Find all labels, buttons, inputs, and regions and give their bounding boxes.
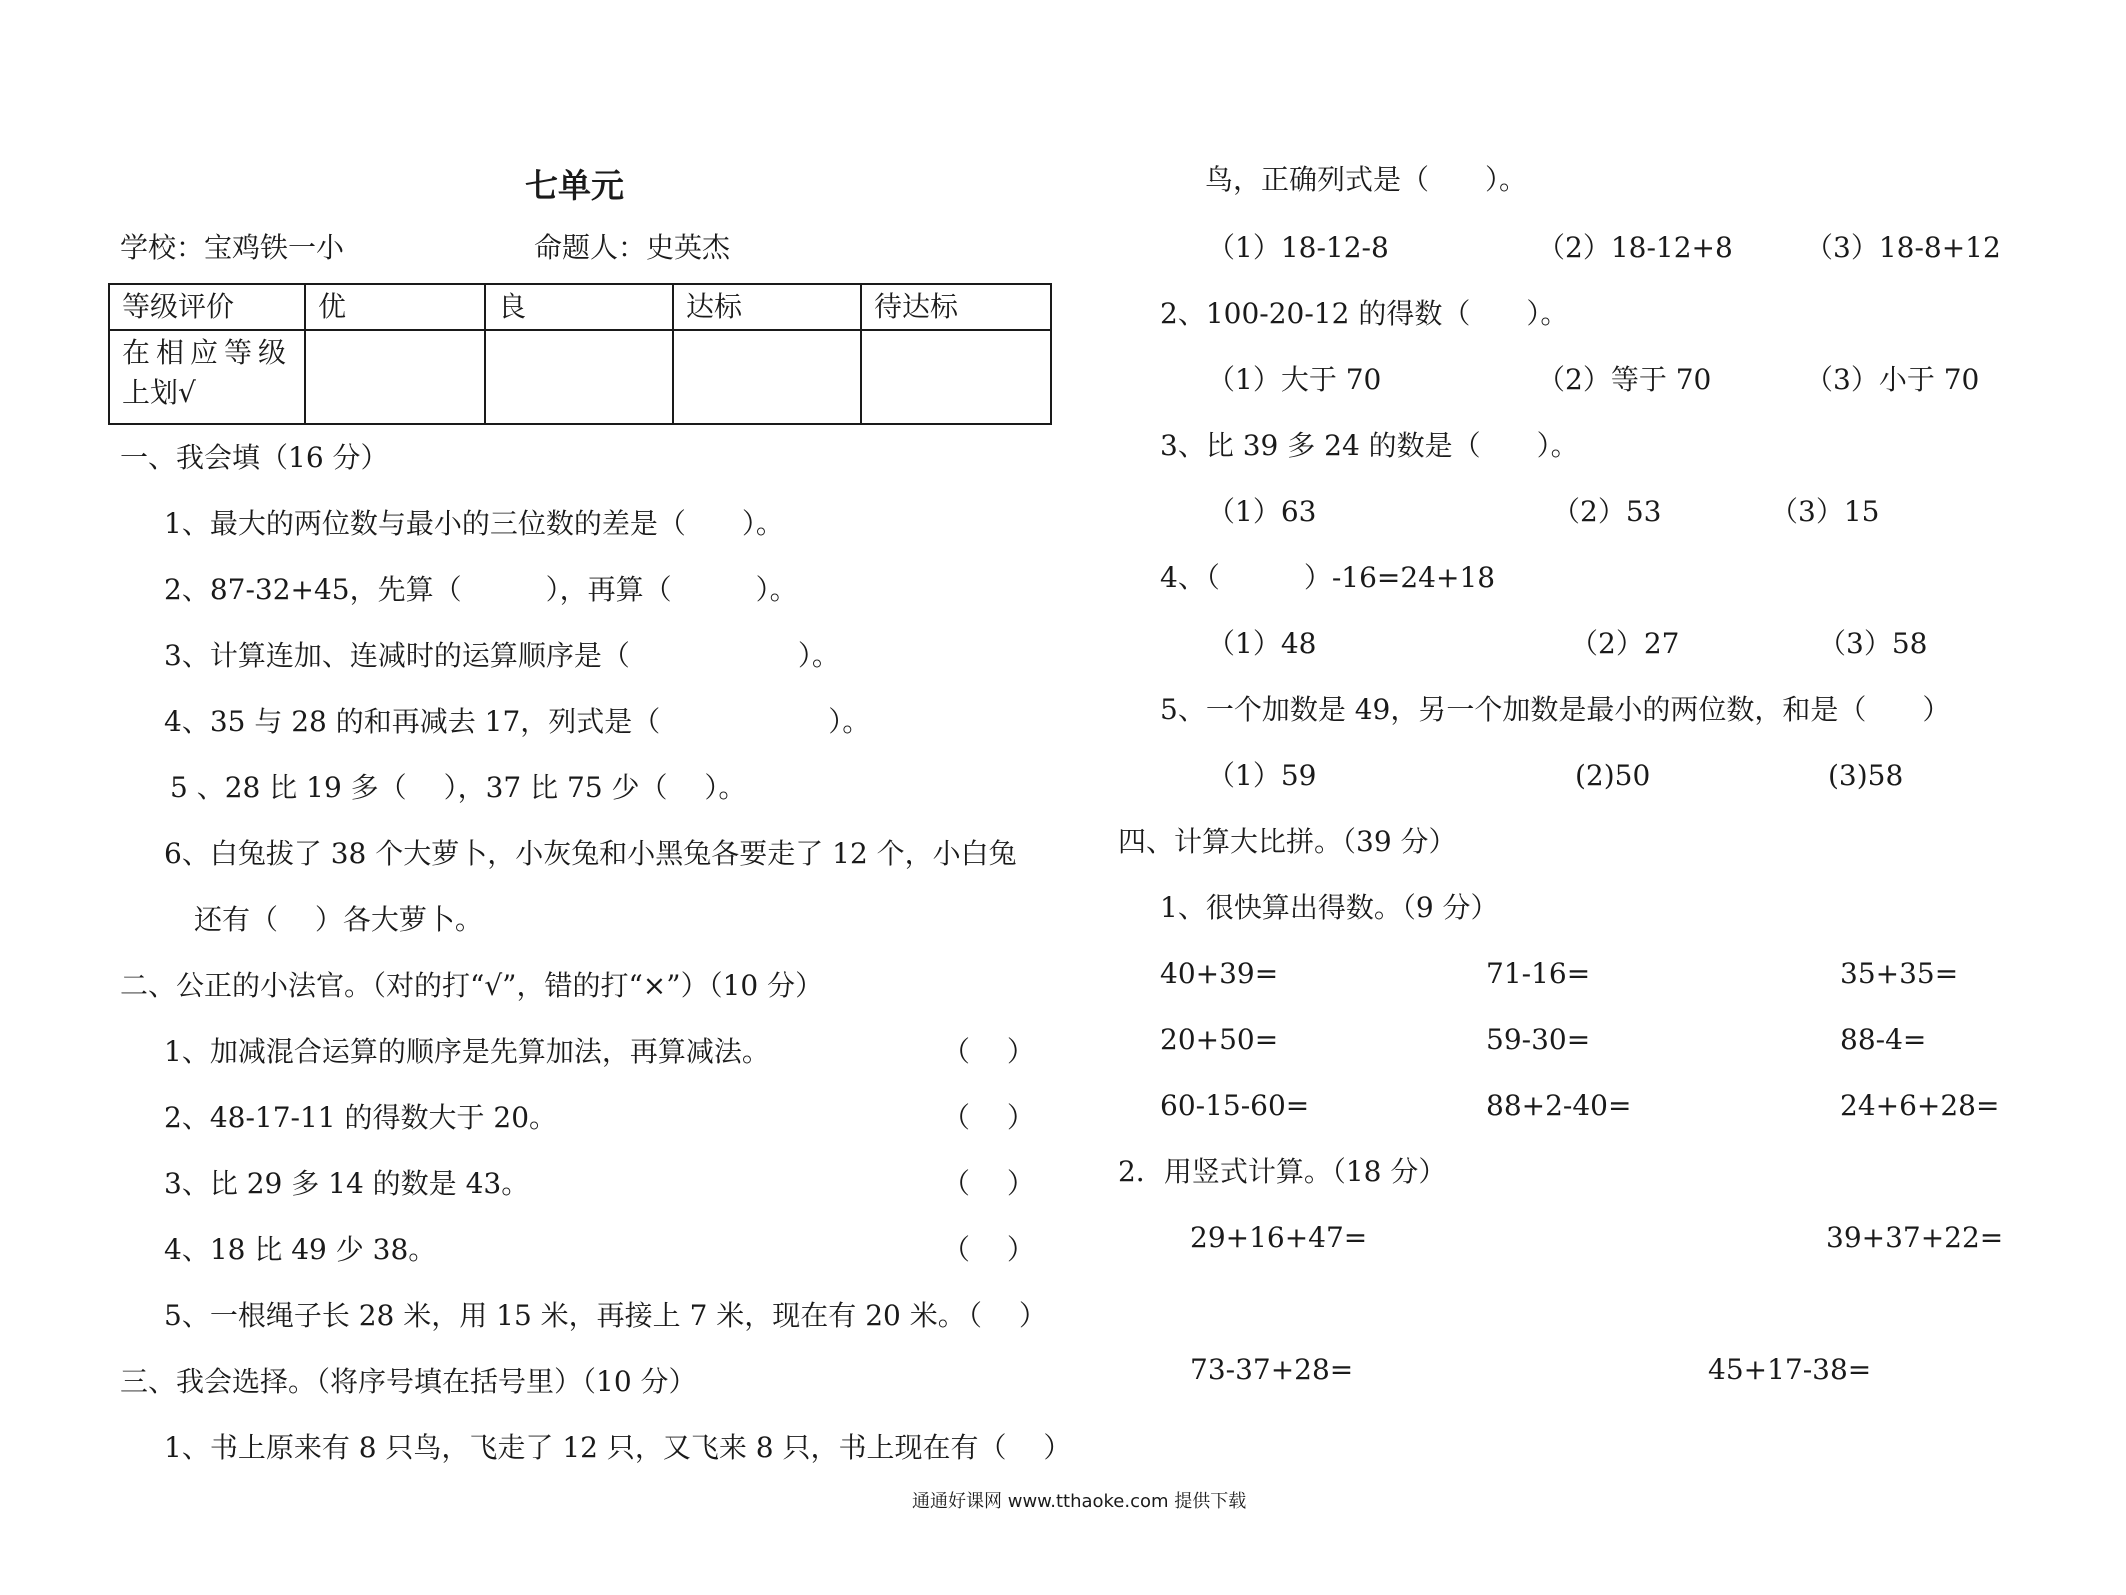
- judge-item: 2、48-17-11 的得数大于 20。: [164, 1101, 558, 1134]
- choice-option: （3）18-8+12: [1805, 231, 2001, 264]
- choice-option: （2）18-12+8: [1537, 231, 1733, 264]
- judge-item: 4、18 比 49 少 38。: [164, 1233, 437, 1266]
- choice-option: （2）等于 70: [1537, 363, 1712, 396]
- oral-calc-item: 71-16=: [1486, 957, 1591, 990]
- oral-calc-item: 60-15-60=: [1160, 1089, 1310, 1122]
- judge-answer-paren[interactable]: （ ）: [942, 1167, 1035, 1200]
- choice-option: （3）15: [1770, 495, 1880, 528]
- section1-heading: 一、我会填（16 分）: [120, 441, 389, 474]
- choice-option: （1）大于 70: [1207, 363, 1382, 396]
- grade-header-cell: 待达标: [861, 284, 1051, 330]
- judge-answer-paren[interactable]: （ ）: [954, 1299, 1047, 1332]
- page-title: 七单元: [525, 166, 624, 205]
- vertical-calc-item: 45+17-38=: [1708, 1353, 1872, 1386]
- school-label: 学校：宝鸡铁一小: [120, 231, 345, 264]
- grade-header-cell: 优: [305, 284, 485, 330]
- grade-row-label: [109, 330, 305, 424]
- grade-cell-you[interactable]: [305, 330, 485, 424]
- oral-calc-item: 20+50=: [1160, 1023, 1279, 1056]
- choice-question: 4、（ ）-16=24+18: [1160, 561, 1496, 594]
- grade-row-label-line1: 在相应等级: [122, 336, 293, 369]
- section1-item: 6、白兔拔了 38 个大萝卜，小灰兔和小黑兔各要走了 12 个，小白兔: [164, 837, 1017, 870]
- author-label: 命题人：史英杰: [534, 231, 731, 264]
- section2-heading: 二、公正的小法官。（对的打“√”，错的打“×”）（10 分）: [120, 969, 824, 1002]
- choice-question: 2、100-20-12 的得数（ ）。: [1160, 297, 1569, 330]
- oral-calc-item: 88-4=: [1840, 1023, 1927, 1056]
- judge-answer-paren[interactable]: （ ）: [942, 1233, 1035, 1266]
- grade-cell-daidabiao[interactable]: [861, 330, 1051, 424]
- judge-answer-paren[interactable]: （ ）: [942, 1035, 1035, 1068]
- choice-option: （1）63: [1207, 495, 1317, 528]
- choice-option: （3）小于 70: [1805, 363, 1980, 396]
- vertical-calc-item: 73-37+28=: [1190, 1353, 1354, 1386]
- grade-header-cell: 等级评价: [109, 284, 305, 330]
- judge-answer-paren[interactable]: （ ）: [942, 1101, 1035, 1134]
- choice-option: (2)50: [1575, 759, 1651, 792]
- oral-calc-item: 35+35=: [1840, 957, 1959, 990]
- grade-cell-dabiao[interactable]: [673, 330, 861, 424]
- choice-question: 3、比 39 多 24 的数是（ ）。: [1160, 429, 1579, 462]
- choice-option: （3）58: [1818, 627, 1928, 660]
- section4-heading: 四、计算大比拼。（39 分）: [1118, 825, 1457, 858]
- section1-item: 5 、28 比 19 多（ ），37 比 75 少（ ）。: [170, 771, 747, 804]
- choice-question-continued: 鸟，正确列式是（ ）。: [1205, 163, 1528, 196]
- oral-calc-item: 88+2-40=: [1486, 1089, 1632, 1122]
- section3-heading: 三、我会选择。（将序号填在括号里）（10 分）: [120, 1365, 697, 1398]
- judge-item: 5、一根绳子长 28 米，用 15 米，再接上 7 米，现在有 20 米。: [164, 1299, 966, 1332]
- grade-row-label-line2: 上划√: [122, 376, 196, 409]
- grade-cell-liang[interactable]: [485, 330, 673, 424]
- section1-item: 3、计算连加、连减时的运算顺序是（ ）。: [164, 639, 840, 672]
- oral-calc-item: 59-30=: [1486, 1023, 1591, 1056]
- choice-option: （1）59: [1207, 759, 1317, 792]
- section4-sub2: 2．用竖式计算。（18 分）: [1118, 1155, 1447, 1188]
- choice-question: 5、一个加数是 49，另一个加数是最小的两位数，和是（ ）: [1160, 693, 1951, 726]
- choice-option: （2）53: [1552, 495, 1662, 528]
- section1-item: 还有（ ）各大萝卜。: [194, 903, 483, 936]
- oral-calc-item: 24+6+28=: [1840, 1089, 2000, 1122]
- section1-item: 2、87-32+45，先算（ ），再算（ ）。: [164, 573, 798, 606]
- choice-option: （1）48: [1207, 627, 1317, 660]
- grade-table: [108, 283, 1052, 425]
- section4-sub1: 1、很快算出得数。（9 分）: [1160, 891, 1499, 924]
- choice-option: (3)58: [1828, 759, 1904, 792]
- vertical-calc-item: 39+37+22=: [1826, 1221, 2004, 1254]
- footer-source: 通通好课网 www.tthaoke.com 提供下载: [912, 1491, 1247, 1512]
- choice-question: 1、书上原来有 8 只鸟，飞走了 12 只，又飞来 8 只，书上现在有（ ）: [164, 1431, 1072, 1464]
- grade-header-cell: 达标: [673, 284, 861, 330]
- choice-option: （1）18-12-8: [1207, 231, 1389, 264]
- section1-item: 4、35 与 28 的和再减去 17，列式是（ ）。: [164, 705, 871, 738]
- vertical-calc-item: 29+16+47=: [1190, 1221, 1368, 1254]
- grade-header-cell: 良: [485, 284, 673, 330]
- oral-calc-item: 40+39=: [1160, 957, 1279, 990]
- choice-option: （2）27: [1570, 627, 1680, 660]
- judge-item: 1、加减混合运算的顺序是先算加法，再算减法。: [164, 1035, 770, 1068]
- section1-item: 1、最大的两位数与最小的三位数的差是（ ）。: [164, 507, 784, 540]
- judge-item: 3、比 29 多 14 的数是 43。: [164, 1167, 530, 1200]
